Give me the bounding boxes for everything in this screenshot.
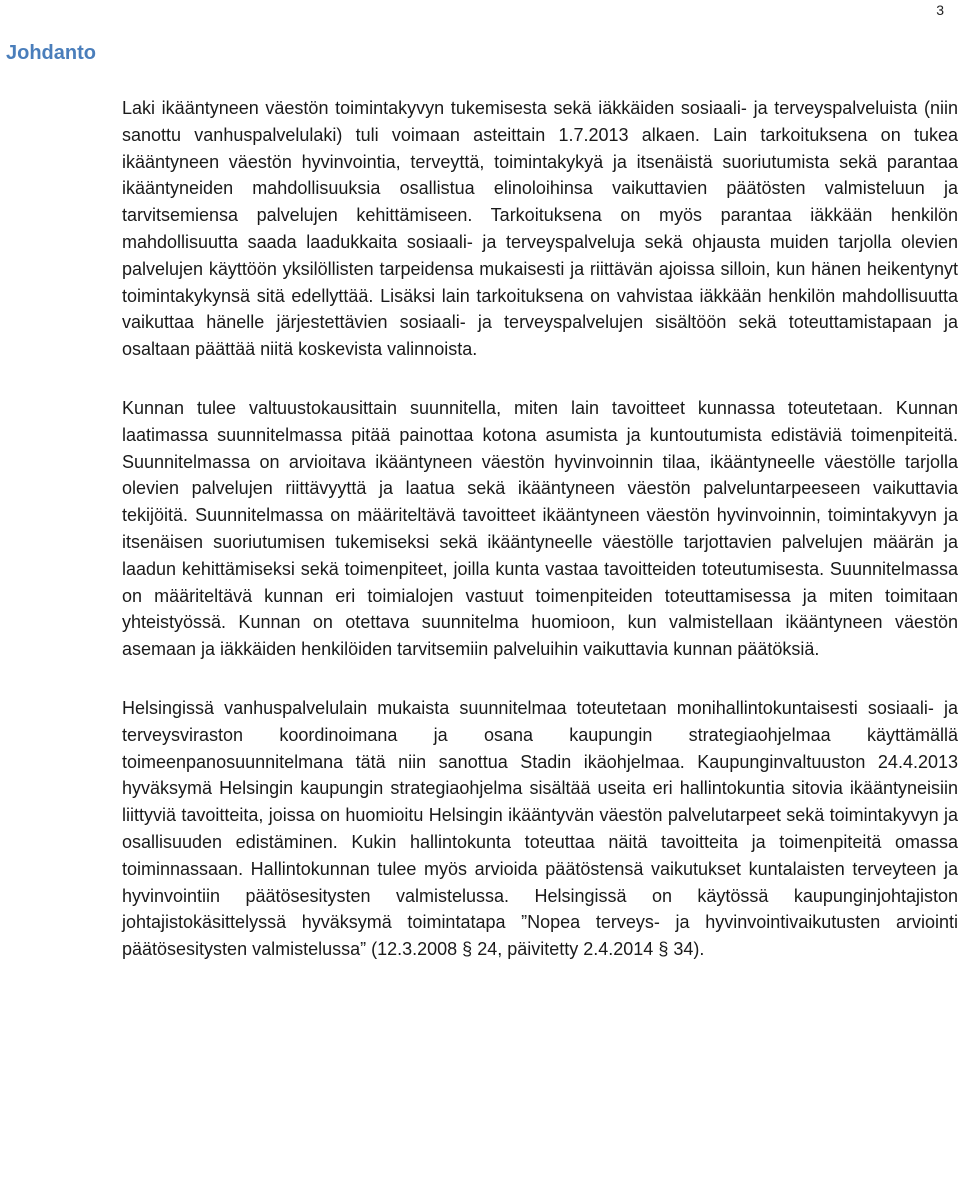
page-number: 3 [936,2,944,18]
paragraph-3: Helsingissä vanhuspalvelulain mukaista suunnitelmaa toteutetaan monihallintokuntaisesti sosiaali- ja terveysviraston koordinoimana ja osana kaupungin strategiaohjelmaa käyttämällä toimeenpanosuunnitelmana tätä niin sanottua Stadin ikäohjelmaa. Kaupunginvaltuuston 24.4.2013 hyväksymä Helsingin kaupungin strategiaohjelma sisältää useita eri hallintokuntia sitovia ikääntyneisiin liittyviä tavoitteita, joissa on huomioitu Helsingin ikääntyvän väestön palvelutarpeet sekä toimintakyvyn ja osallisuuden edistäminen. Kukin hallintokunta toteuttaa näitä tavoitteita ja toimenpiteitä omassa toiminnassaan. Hallintokunnan tulee myös arvioida päätöstensä vaikutukset kuntalaisten terveyteen ja hyvinvointiin päätösesitysten valmistelussa. Helsingissä on käytössä kaupunginjohtajiston johtajistokäsittelyssä hyväksymä toimintatapa ”Nopea terveys- ja hyvinvointivaikutusten arviointi päätösesitysten valmistelussa” (12.3.2008 § 24, päivitetty 2.4.2014 § 34). [122,697,958,960]
body-text [122,95,958,963]
page-title: Johdanto [6,42,96,64]
paragraph-1: Laki ikääntyneen väestön toimintakyvyn tukemisesta sekä iäkkäiden sosiaali- ja terveyspalveluista (niin sanottu vanhuspalvelulaki) tuli voimaan asteittain 1.7.2013 alkaen. Lain tarkoituksena on tukea ikääntyneen väestön hyvinvointia, terveyttä, toimintakykyä ja itsenäistä suoriutumista sekä parantaa ikääntyneiden mahdollisuuksia osallistua elinoloihinsa vaikuttavien päätösten valmisteluun ja tarvitsemiensa palvelujen kehittämiseen. Tarkoituksena on myös parantaa iäkkään henkilön mahdollisuutta saada laadukkaita sosiaali- ja terveyspalveluja sekä ohjausta muiden tarjolla olevien palvelujen käyttöön yksilöllisten tarpeidensa mukaisesti ja riittävän ajoissa silloin, kun hänen heikentynyt toimintakykynsä sitä edellyttää. Lisäksi lain tarkoituksena on vahvistaa iäkkään henkilön mahdollisuutta vaikuttaa hänelle järjestettävien sosiaali- ja terveyspalvelujen sisältöön sekä toteuttamistapaan ja osaltaan päättää niitä koskevista valinnoista. [122,98,958,360]
paragraph-2: Kunnan tulee valtuustokausittain suunnitella, miten lain tavoitteet kunnassa toteutetaan. Kunnan laatimassa suunnitelmassa pitää painottaa kotona asumista ja kuntoutumista edistäviä toimenpiteitä. Suunnitelmassa on arvioitava ikääntyneen väestön hyvinvoinnin tilaa, ikääntyneelle väestölle tarjolla olevien palvelujen riittävyyttä ja laatua sekä ikääntyneen väestön palveluntarpeeseen vaikuttavia tekijöitä. Suunnitelmassa on määriteltävä tavoitteet ikääntyneen väestön hyvinvoinnin, toimintakyvyn ja itsenäisen suoriutumisen tukemiseksi sekä ikääntyneelle väestölle tarjottavien palvelujen määrän ja laadun kehittämiseksi sekä toimenpiteet, joilla kunta vastaa tavoitteiden toteutumisesta. Suunnitelmassa on määriteltävä kunnan eri toimialojen vastuut toimenpiteiden toteuttamisessa ja miten toimitaan yhteistyössä. Kunnan on otettava suunnitelma huomioon, kun valmistellaan ikääntyneen väestön asemaan ja iäkkäiden henkilöiden tarvitsemiin palveluihin vaikuttavia kunnan päätöksiä. [122,397,958,660]
